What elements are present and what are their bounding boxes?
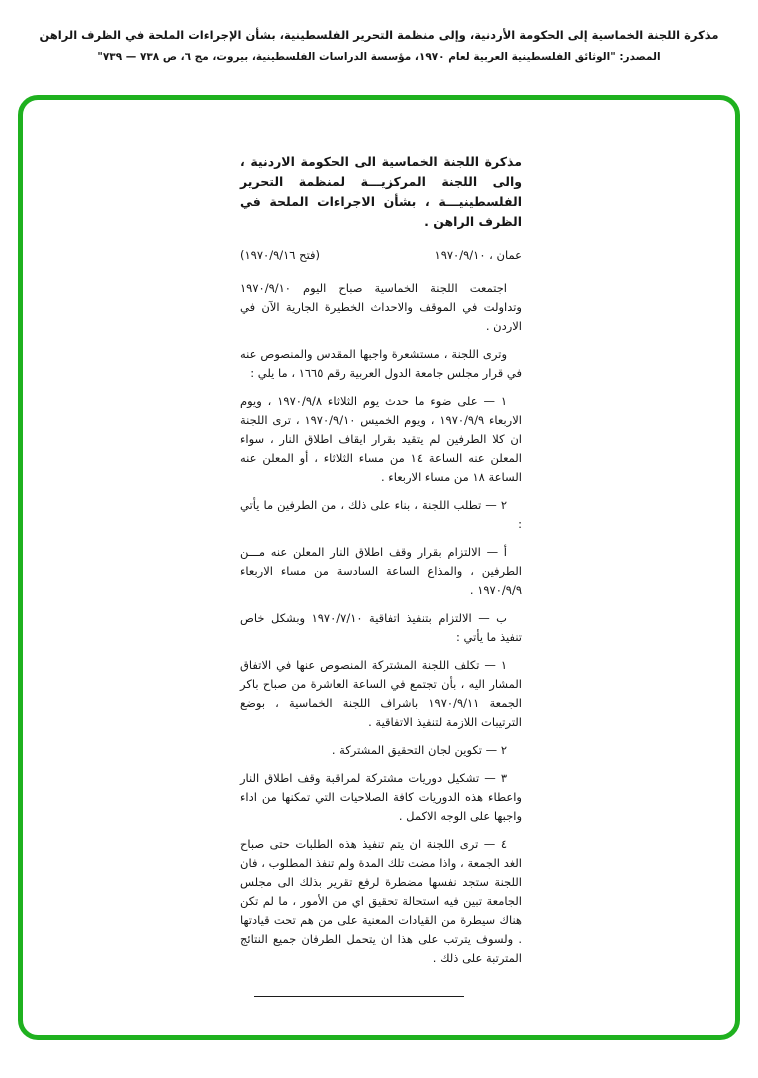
document-title: مذكرة اللجنة الخماسية الى الحكومة الاردنية ، والى اللجنة المركزيـــة لمنظمة التحرير الفلسطينيـــة ، بشأن الاجراءات الملحة في الظرف الراهن .	[240, 154, 522, 229]
paragraph-sub-3: ٣ — تشكيل دوريات مشتركة لمراقبة وقف اطلاق النار واعطاء هذه الدوريات كافة الصلاحيات التي تمكنها من اداء واجبها على الوجه الاكمل .	[240, 771, 522, 823]
paragraph-sub-2: ٢ — تكوين لجان التحقيق المشتركة .	[331, 743, 507, 757]
header-source-line: المصدر: "الوثائق الفلسطينية العربية لعام ١٩٧٠، مؤسسة الدراسات الفلسطينية، بيروت، مج ٦، ص ٧٣٨ — ٧٣٩"	[97, 51, 661, 63]
paragraph: وترى اللجنة ، مستشعرة واجبها المقدس والمنصوص عنه في قرار مجلس جامعة الدول العربية رقم ١٦٦٥ ، ما يلي :	[240, 347, 522, 380]
end-divider-line	[254, 996, 464, 997]
dateline-source-note: (فتح ١٩٧٠/٩/١٦)	[240, 248, 321, 262]
paragraph-numbered-2: ٢ — تطلب اللجنة ، بناء على ذلك ، من الطرفين ما يأتي :	[240, 498, 522, 531]
dateline-place-date: عمان ، ١٩٧٠/٩/١٠	[434, 248, 522, 262]
dateline	[240, 246, 522, 265]
header-title-line: مذكرة اللجنة الخماسية إلى الحكومة الأردنية، وإلى منظمة التحرير الفلسطينية، بشأن الإجراءات الملحة في الظرف الراهن	[39, 28, 719, 42]
page-header	[20, 24, 738, 68]
paragraph-numbered-1: ١ — على ضوء ما حدث يوم الثلاثاء ١٩٧٠/٩/٨ ، ويوم الاربعاء ١٩٧٠/٩/٩ ، ويوم الخميس ١٩٧٠/٩/١٠ ، ترى اللجنة ان كلا الطرفين لم يتقيد بقرار ايقاف اطلاق النار ، سواء المعلن عنه الساعة ١٤ من مساء الثلاثاء ، أو المعلن عنه الساعة ١٨ من مساء الاربعاء .	[240, 394, 522, 484]
paragraph-sub-4: ٤ — ترى اللجنة ان يتم تنفيذ هذه الطلبات حتى صباح الغد الجمعة ، واذا مضت تلك المدة ولم تنفذ المطلوب ، فان اللجنة ستجد نفسها مضطرة لرفع تقرير بذلك الى مجلس الجامعة تبين فيه استحالة تحقيق اي من الأمور ، ما لم تكن هناك سيطرة من القيادات المعنية على من هم تحت قيادتها . ولسوف يترتب على هذا ان يتحمل الطرفان جميع النتائج المترتبة على ذلك .	[240, 837, 522, 965]
document-body	[240, 152, 522, 997]
paragraph-item-b: ب — الالتزام بتنفيذ اتفاقية ١٩٧٠/٧/١٠ وبشكل خاص تنفيذ ما يأتي :	[240, 611, 522, 644]
paragraph-item-a: أ — الالتزام بقرار وقف اطلاق النار المعلن عنه مـــن الطرفين ، والمذاع الساعة السادسة من مساء الاربعاء ١٩٧٠/٩/٩ .	[240, 545, 522, 597]
paragraph: اجتمعت اللجنة الخماسية صباح اليوم ١٩٧٠/٩/١٠ وتداولت في الموقف والاحداث الخطيرة الجارية الآن في الاردن .	[240, 281, 522, 333]
paragraph-sub-1: ١ — تكلف اللجنة المشتركة المنصوص عنها في الاتفاق المشار اليه ، بأن تجتمع في الساعة العاشرة من صباح باكر الجمعة ١٩٧٠/٩/١١ باشراف اللجنة الخماسية ، بوضع الترتيبات اللازمة لتنفيذ الاتفاقية .	[240, 658, 523, 729]
